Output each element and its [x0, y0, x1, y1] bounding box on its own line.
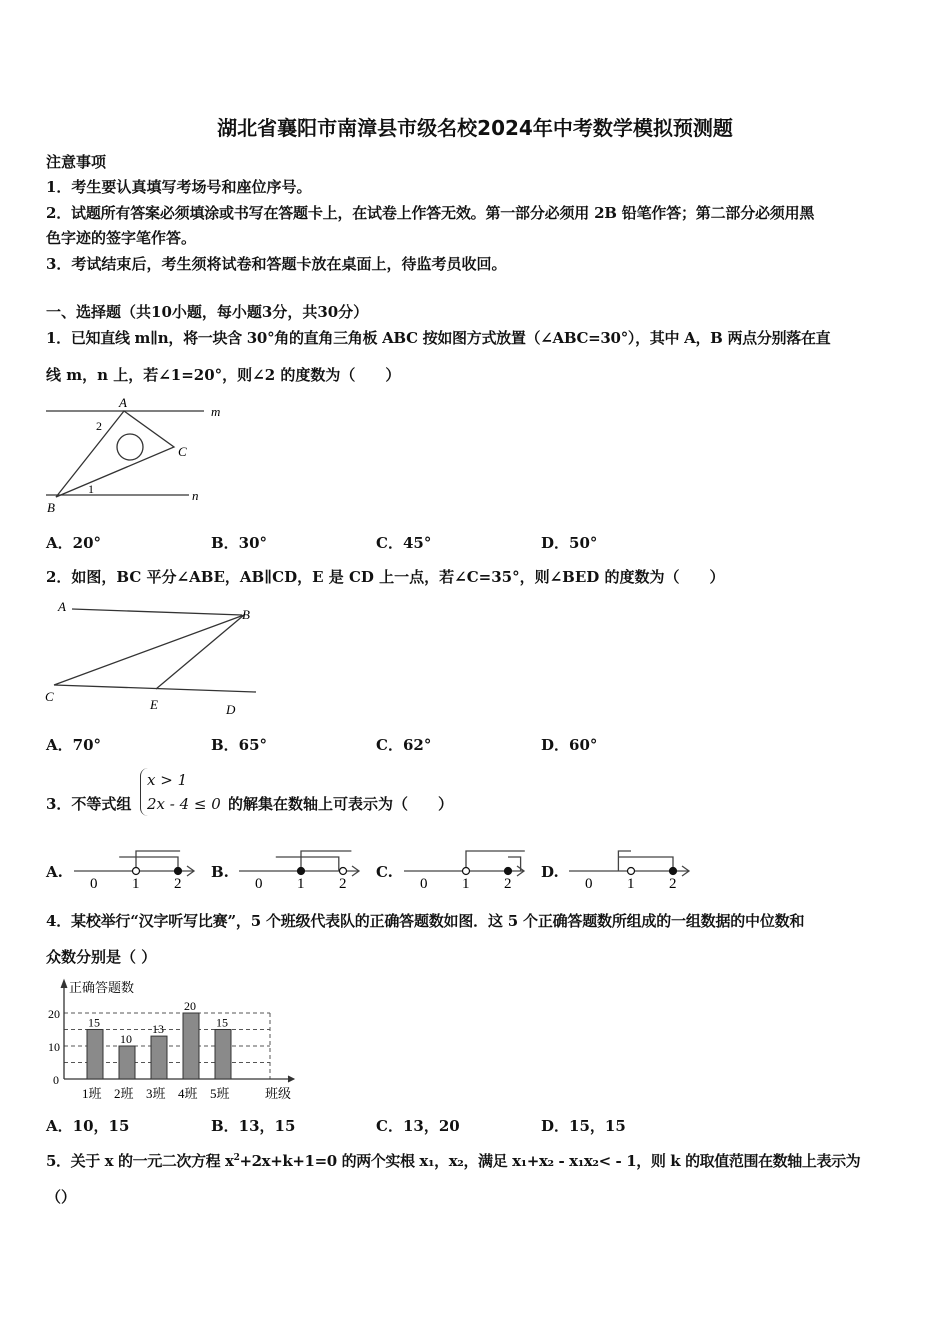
question-5-text: 5．关于 x 的一元二次方程 $x^2+2x+k+1=0$ 的两个实根 x₁，x₂，满足 x₁+x₂ - x₁x₂< - 1，则 k 的取值范围在数轴上表示为 [46, 1152, 861, 1170]
bar [215, 1030, 231, 1080]
x-tick-label: 2班 [114, 1086, 134, 1101]
label-a: A [119, 395, 127, 410]
page-title: 湖北省襄阳市南漳县市级名校2024年中考数学模拟预测题 [217, 116, 733, 140]
tick-label: 1 [132, 876, 140, 891]
question-5-text: （） [46, 1188, 77, 1206]
q1-option-b[interactable]: B．30° [211, 534, 268, 552]
notice-item: 3．考试结束后，考生须将试卷和答题卡放在桌面上，待监考员收回。 [46, 255, 507, 273]
data-label: 10 [120, 1032, 132, 1046]
label-m: m [211, 404, 221, 419]
tick-label: 1 [297, 876, 305, 891]
closed-point [670, 868, 677, 875]
q3-option-a-label[interactable]: A. [46, 863, 63, 881]
q4-option-a[interactable]: A．10，15 [46, 1117, 130, 1135]
question-3-suffix: 的解集在数轴上可表示为（ ） [228, 795, 454, 813]
notice-item: 2．试题所有答案必须填涂或书写在答题卡上，在试卷上作答无效。第一部分必须用 2B 铅笔作答；第二部分必须用黑 [46, 204, 815, 222]
tick-label: 0 [585, 876, 593, 891]
section-heading: 一、选择题（共10小题，每小题3分，共30分） [46, 303, 369, 321]
notice-heading: 注意事项 [46, 153, 107, 171]
q2-option-d[interactable]: D．60° [541, 736, 598, 754]
label-e: E [150, 697, 158, 712]
q2-option-a[interactable]: A．70° [46, 736, 102, 754]
x-tick-label: 1班 [82, 1086, 102, 1101]
q3-option-d-label[interactable]: D. [541, 863, 559, 881]
label-d: D [226, 702, 236, 717]
y-tick-label: 10 [48, 1040, 60, 1054]
question-3-prefix: 3．不等式组 [46, 795, 132, 813]
bar-chart [44, 976, 304, 1104]
angle-2-label: 2 [96, 419, 102, 433]
tick-label: 0 [255, 876, 263, 891]
y-axis-label: 正确答题数 [69, 980, 135, 995]
y-tick-label: 0 [53, 1073, 59, 1087]
bar [119, 1046, 135, 1079]
closed-point [175, 868, 182, 875]
x-tick-label: 3班 [146, 1086, 166, 1101]
label-b: B [47, 500, 55, 515]
q4-option-c[interactable]: C．13，20 [376, 1117, 460, 1135]
tick-label: 2 [174, 876, 182, 891]
question-4-text: 众数分别是（ ） [46, 948, 157, 966]
question-2-figure [44, 597, 259, 719]
inequality-1: x > 1 [147, 771, 188, 789]
q3-option-a-number-line[interactable] [72, 845, 202, 891]
q3-option-c-label[interactable]: C. [376, 863, 393, 881]
q2-option-c[interactable]: C．62° [376, 736, 432, 754]
q4-option-b[interactable]: B．13，15 [211, 1117, 296, 1135]
open-point [133, 868, 140, 875]
question-4-text: 4．某校举行“汉字听写比赛”，5 个班级代表队的正确答题数如图．这 5 个正确答题数所组成的一组数据的中位数和 [46, 912, 805, 930]
q3-option-b-number-line[interactable] [237, 845, 367, 891]
data-label: 13 [152, 1022, 164, 1037]
open-point [463, 868, 470, 875]
tick-label: 2 [669, 876, 677, 891]
closed-point [505, 868, 512, 875]
bar [183, 1013, 199, 1079]
x-tick-label: 5班 [210, 1086, 230, 1101]
q1-option-d[interactable]: D．50° [541, 534, 598, 552]
q3-option-c-number-line[interactable] [402, 845, 532, 891]
q1-option-a[interactable]: A．20° [46, 534, 102, 552]
data-label: 15 [216, 1015, 228, 1030]
label-c: C [45, 689, 54, 704]
bar [87, 1030, 103, 1080]
tick-label: 0 [90, 876, 98, 891]
inequality-system [140, 768, 221, 816]
open-point [340, 868, 347, 875]
question-1-text: 线 m，n 上，若∠1=20°，则∠2 的度数为（ ） [46, 366, 401, 384]
q1-option-c[interactable]: C．45° [376, 534, 432, 552]
open-point [628, 868, 635, 875]
question-1-figure [44, 394, 234, 516]
tick-label: 2 [339, 876, 347, 891]
x-axis-label: 班级 [265, 1086, 292, 1101]
y-tick-label: 20 [48, 1007, 60, 1021]
label-a: A [58, 599, 66, 614]
bar [151, 1036, 167, 1079]
tick-label: 1 [627, 876, 635, 891]
tick-label: 1 [462, 876, 470, 891]
data-label: 15 [88, 1015, 100, 1030]
data-label: 20 [184, 999, 196, 1013]
inequality-2: 2x - 4 ≤ 0 [147, 795, 221, 813]
label-b: B [242, 607, 250, 622]
notice-item: 1．考生要认真填写考场号和座位序号。 [46, 178, 312, 196]
angle-1-label: 1 [88, 482, 94, 496]
question-1-text: 1．已知直线 m∥n，将一块含 30°角的直角三角板 ABC 按如图方式放置（∠ABC=30°），其中 A，B 两点分别落在直 [46, 329, 831, 347]
question-2-text: 2．如图，BC 平分∠ABE，AB∥CD，E 是 CD 上一点，若∠C=35°，则∠BED 的度数为（ ） [46, 568, 725, 586]
q3-option-b-label[interactable]: B. [211, 863, 229, 881]
q4-option-d[interactable]: D．15，15 [541, 1117, 626, 1135]
q3-option-d-number-line[interactable] [567, 845, 697, 891]
tick-label: 0 [420, 876, 428, 891]
tick-label: 2 [504, 876, 512, 891]
notice-item: 色字迹的签字笔作答。 [46, 229, 197, 247]
closed-point [298, 868, 305, 875]
x-tick-label: 4班 [178, 1086, 198, 1101]
q2-option-b[interactable]: B．65° [211, 736, 268, 754]
label-n: n [192, 488, 199, 503]
label-c: C [178, 444, 187, 459]
